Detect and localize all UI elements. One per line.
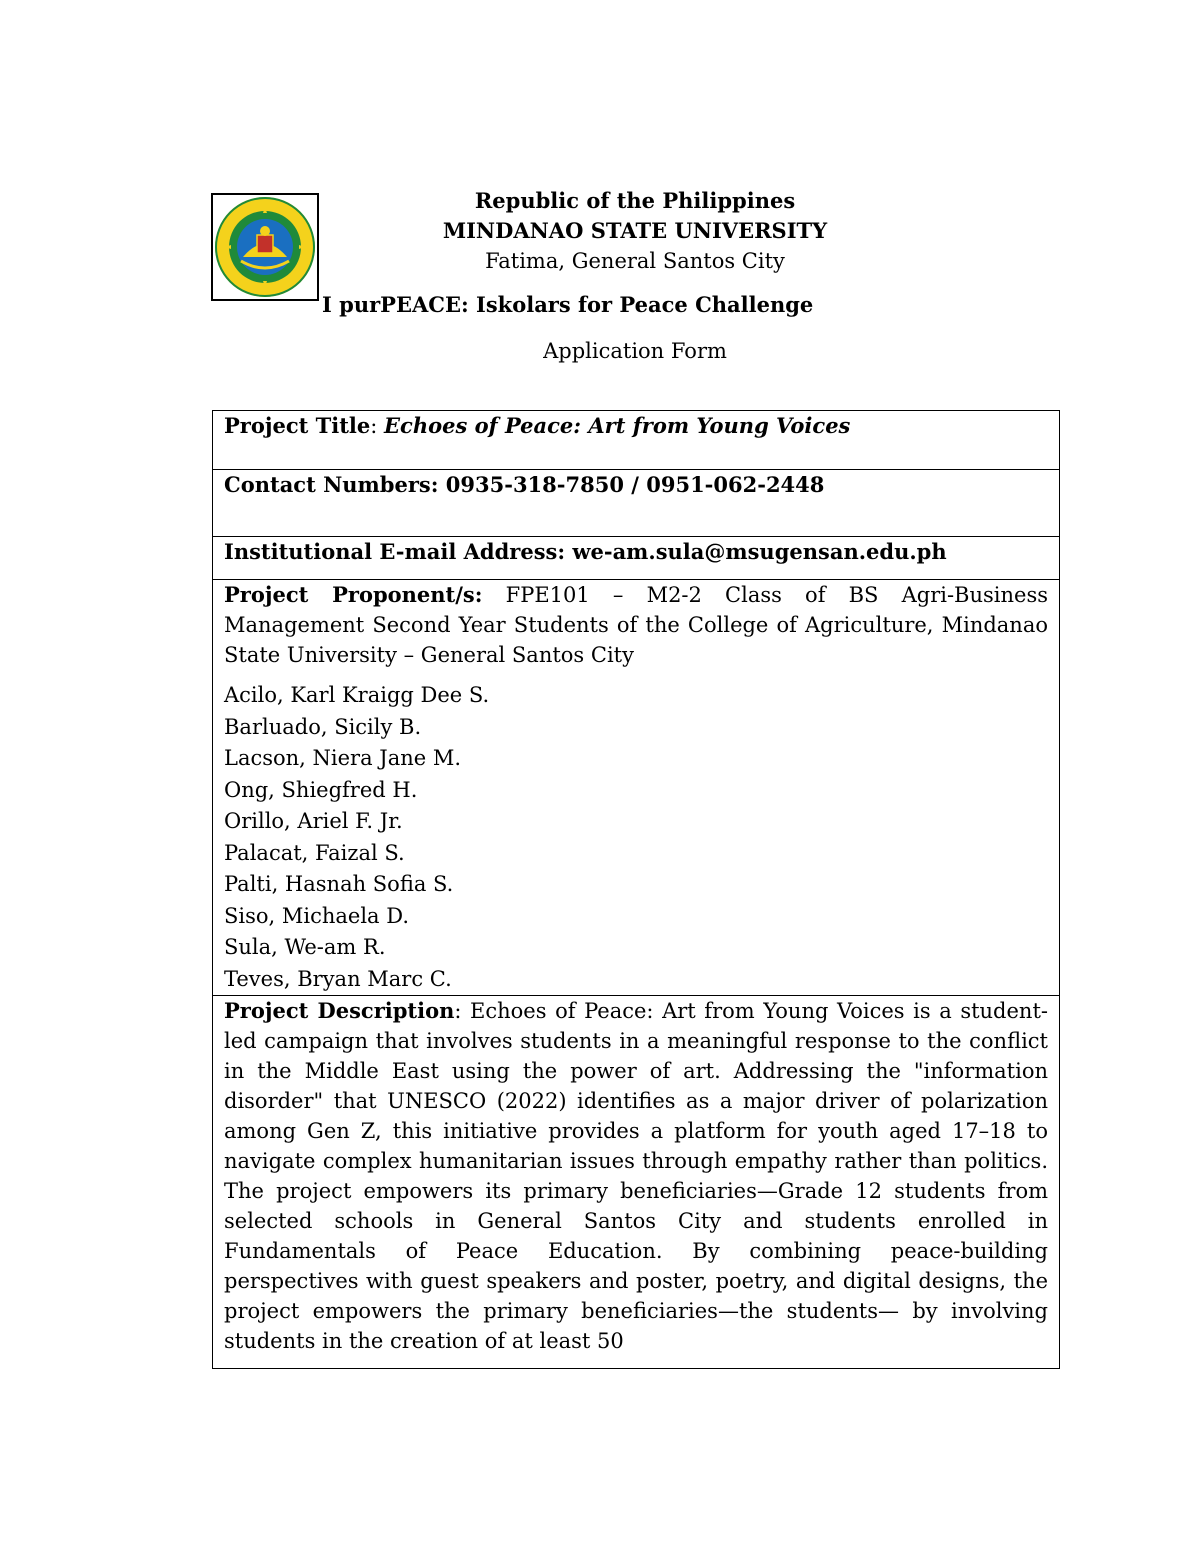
challenge-title: I purPEACE: Iskolars for Peace Challenge [322,292,814,317]
email-cell [213,537,1060,580]
member-list-item: Sula, We-am R. [224,935,386,959]
project-title-value: Echoes of Peace: Art from Young Voices [384,413,851,438]
row-project-title [213,411,1060,470]
project-title-sep: : [370,414,385,438]
row-proponents [213,580,1060,996]
form-title: Application Form [543,339,727,363]
contact-value: 0935-318-7850 / 0951-062-2448 [445,472,825,497]
header-location: Fatima, General Santos City [485,249,785,273]
header-university: MINDANAO STATE UNIVERSITY [442,218,828,243]
proponents-paragraph [224,580,1048,670]
proponents-cell [213,580,1060,996]
description-cell [213,996,1060,1369]
member-list-item: Ong, Shiegfred H. [224,777,418,802]
description-paragraph [224,996,1048,1368]
contact-label: Contact Numbers: [224,472,446,497]
description-label: Project Description [224,998,455,1023]
email-value: we-am.sula@msugensan.edu.ph [572,539,947,564]
seal-icon [213,195,317,299]
member-list-item: Orillo, Ariel F. Jr. [224,809,403,833]
description-text: : Echoes of Peace: Art from Young Voices is a student-led campaign that involves students in a meaningful response to the conflict in the Middle East using the power of art. Addressing the "information disorder" that UNESCO (2022) identifies as a major driver of polarization among Gen Z, this initiative provides a platform for youth aged 17–18 to navigate complex humanitarian issues through empathy rather than politics. The project empowers its primary beneficiaries—Grade 12 students from selected schools in General Santos City and students enrolled in Fundamentals of Peace Education. By combining peace-building perspectives with guest speakers and poster, poetry, and digital designs, the project empowers the primary beneficiaries—the students— by involving students in the creation of at least 50 [224,999,1048,1353]
project-title-label: Project Title [224,413,371,438]
member-list-item: Siso, Michaela D. [224,903,410,928]
project-title-cell [213,411,1060,470]
member-list-item: Barluado, Sicily B. [224,714,422,739]
member-list-item: Palacat, Faizal S. [224,840,405,865]
member-list-item: Palti, Hasnah Sofia S. [224,872,454,896]
email-label: Institutional E-mail Address: [224,539,573,564]
header-republic: Republic of the Philippines [474,188,796,213]
proponents-value: FPE101 – M2-2 Class of BS Agri-Business Management Second Year Students of the College of Agriculture, Mindanao State University – General Santos City [224,583,1049,667]
member-list-item: Acilo, Karl Kraigg Dee S. [224,683,490,707]
member-list-item: Lacson, Niera Jane M. [224,746,462,770]
proponents-label: Project Proponent/s: [224,582,483,607]
contact-cell [213,470,1060,537]
member-list-item: Teves, Bryan Marc C. [224,966,452,991]
row-description [213,996,1060,1369]
university-seal-logo [211,193,319,301]
row-email [213,537,1060,580]
application-form-table [212,410,1060,1369]
row-contact [213,470,1060,537]
